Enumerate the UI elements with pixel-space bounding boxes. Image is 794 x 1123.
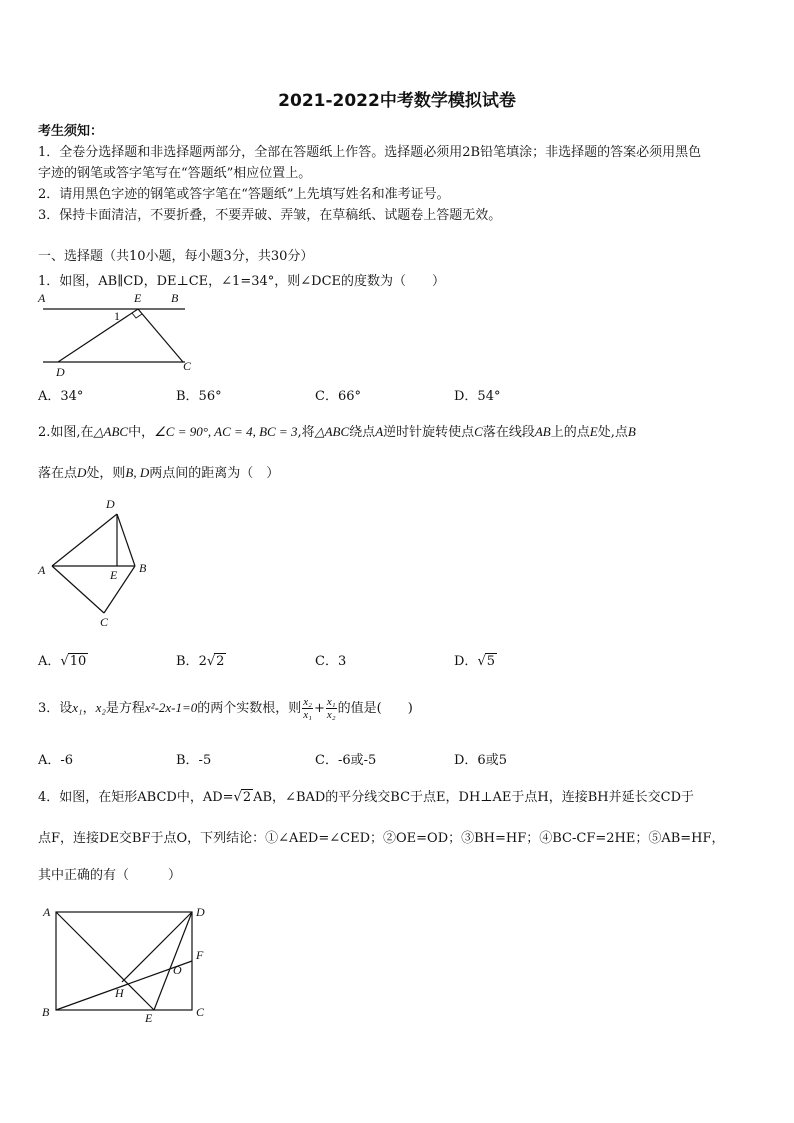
q4-label-H: H — [115, 986, 124, 1000]
q3-stem: 3．设x₁，x₂是方程x²-2x-1=0的两个实数根，则 $\frac{\text{x₂}}{\text{x₁}}$ + $\frac{\text{x₁}}{\text{x₂}}$ 的值是( ) — [38, 696, 413, 721]
q1-label-A: A — [38, 291, 46, 305]
q3-choice-c[interactable]: C．-6或-5 — [315, 753, 377, 768]
q4-stem-line1: 4．如图，在矩形ABCD中，AD=√2 AB，∠BAD的平分线交BC于点E，DH⊥AE于点H，连接BH并延长交CD于 — [38, 790, 694, 805]
q4-label-E: E — [145, 1011, 153, 1025]
q2-choice-b[interactable]: B．2√2 — [176, 654, 225, 669]
q1-choice-c[interactable]: C．66° — [315, 389, 361, 404]
q3-fraction-2: $\frac{\text{x₁}}{\text{x₂}}$ — [326, 696, 336, 721]
q4-label-B: B — [42, 1005, 50, 1019]
q2-choice-d[interactable]: D．√5 — [454, 654, 496, 669]
q1-choice-b[interactable]: B．56° — [176, 389, 222, 404]
q2-label-B: B — [139, 561, 147, 575]
q3-choice-b[interactable]: B．-5 — [176, 753, 212, 768]
q4-figure — [38, 898, 218, 1028]
q1-label-E: E — [134, 291, 142, 305]
q3-fraction-1: $\frac{\text{x₂}}{\text{x₁}}$ — [303, 696, 313, 721]
q2-choice-c[interactable]: C．3 — [315, 654, 347, 669]
notice-heading: 考生须知： — [38, 124, 104, 139]
q1-choice-a[interactable]: A．34° — [38, 389, 84, 404]
q2-choice-a[interactable]: A．√10 — [38, 654, 87, 669]
notice-item-3: 3．保持卡面清洁，不要折叠，不要弄破、弄皱，在草稿纸、试题卷上答题无效。 — [38, 208, 502, 223]
notice-item-1: 1．全卷分选择题和非选择题两部分，全部在答题纸上作答。选择题必须用2B铅笔填涂；非选择题的答案必须用黑色 — [38, 145, 702, 160]
q4-label-A: A — [43, 905, 51, 919]
q2-label-A: A — [38, 563, 46, 577]
q4-label-F: F — [196, 948, 204, 962]
q4-stem-line2: 点F，连接DE交BF于点O，下列结论：①∠AED=∠CED；②OE=OD；③BH=HF；④BC-CF=2HE；⑤AB=HF， — [38, 831, 725, 846]
section-heading: 一、选择题（共10小题，每小题3分，共30分） — [38, 249, 314, 264]
page-title: 2021-2022中考数学模拟试卷 — [278, 91, 516, 111]
q4-stem-line3: 其中正确的有（ ） — [38, 868, 182, 883]
q1-label-B: B — [171, 291, 179, 305]
q4-label-D: D — [196, 905, 205, 919]
q4-label-O: O — [173, 963, 182, 977]
q2-stem-line2: 落在点D处，则B, D两点间的距离为（ ） — [38, 465, 280, 481]
q2-label-E: E — [110, 568, 118, 582]
q2-stem-line1: 2.如图,在△ABC中，∠C = 90°, AC = 4, BC = 3,将△ABC绕点A逆时针旋转使点C落在线段AB上的点E处,点B — [38, 424, 636, 440]
q3-choice-d[interactable]: D．6或5 — [454, 753, 507, 768]
q3-choice-a[interactable]: A．-6 — [38, 753, 74, 768]
q1-figure — [36, 290, 196, 380]
q4-label-C: C — [196, 1005, 205, 1019]
q1-stem: 1．如图，AB∥CD，DE⊥CE，∠1=34°，则∠DCE的度数为（ ） — [38, 274, 446, 289]
notice-item-2: 2．请用黑色字迹的钢笔或答字笔在“答题纸”上先填写姓名和准考证号。 — [38, 187, 450, 202]
q1-label-D: D — [56, 365, 65, 379]
q2-figure — [34, 492, 154, 632]
q1-choice-d[interactable]: D．54° — [454, 389, 501, 404]
q2-label-D: D — [106, 497, 115, 511]
q1-label-1: 1 — [114, 309, 120, 323]
q2-label-C: C — [100, 615, 109, 629]
q1-label-C: C — [183, 359, 192, 373]
notice-item-1-cont: 字迹的钢笔或答字笔写在“答题纸”相应位置上。 — [38, 166, 312, 181]
